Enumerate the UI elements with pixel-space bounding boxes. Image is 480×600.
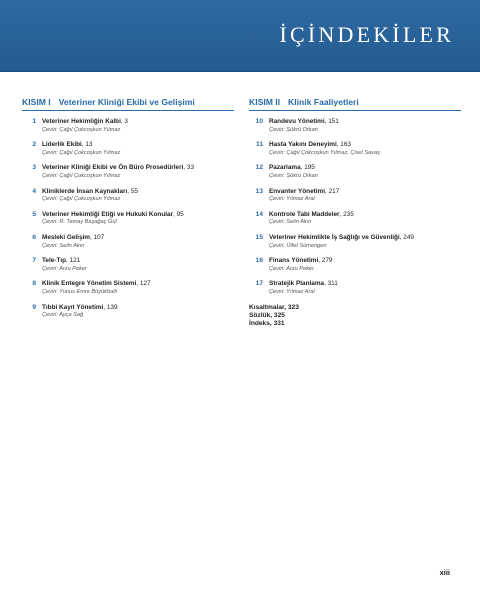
chapter-page: 195 xyxy=(304,164,315,172)
chapter-number: 5 xyxy=(32,210,36,218)
toc-entry[interactable]: 4 Kliniklerde İnsan Kaynakları, 55 Çeviri: Çağıl Çokcoşkun Yılmaz xyxy=(22,188,234,204)
chapter-page: 217 xyxy=(328,187,340,195)
chapter-title: Veteriner Hekimliğin Kalbi xyxy=(42,118,121,125)
part-1-number: KISIM I xyxy=(22,97,51,107)
toc-entry[interactable]: 12 Pazarlama, 195 Çeviri: Şükrü Orkan xyxy=(249,164,461,180)
toc-entry[interactable]: 8 Klinik Entegre Yönetim Sistemi, 127 Çeviri: Yunus Emre Büyükballı xyxy=(22,280,234,296)
chapter-title: Pazarlama xyxy=(269,164,301,172)
chapter-translator: Çeviri: Arzu Peker xyxy=(42,265,87,272)
chapter-title: Veteriner Hekimlikte İş Sağlığı ve Güvenliği xyxy=(269,233,400,241)
chapter-number: 17 xyxy=(255,280,263,288)
toc-entry[interactable]: 7 Tele-Tıp, 121 Çeviri: Arzu Peker xyxy=(22,257,234,273)
chapter-number: 7 xyxy=(32,257,36,265)
chapter-translator: Çeviri: Yunus Emre Büyükballı xyxy=(42,288,118,295)
chapter-number: 6 xyxy=(32,233,36,241)
chapter-number: 4 xyxy=(32,187,36,195)
toc-entry[interactable]: 14 Kontrole Tabi Maddeler, 235 Çeviri: Selin Akın xyxy=(249,211,461,227)
chapter-page: 279 xyxy=(321,257,333,265)
chapter-translator: Çeviri: Ülfet Sümengen xyxy=(269,242,327,249)
chapter-translator: Çeviri: Çağıl Çokcoşkun Yılmaz, Çisel Savaş xyxy=(269,149,380,156)
toc-entry[interactable]: 1 Veteriner Hekimliğin Kalbi, 3 Çeviri: Çağıl Çokcoşkun Yılmaz xyxy=(22,118,234,134)
chapter-page: 33 xyxy=(186,164,195,172)
chapter-number: 2 xyxy=(32,141,36,149)
chapter-number: 15 xyxy=(255,233,263,241)
back-matter-item[interactable]: Sözlük, 325 xyxy=(249,311,285,319)
part-1-column xyxy=(22,97,234,327)
chapter-title: Liderlik Ekibi xyxy=(42,141,82,149)
chapter-title: Finans Yönetimi xyxy=(269,257,319,265)
chapter-title: Kontrole Tabi Maddeler xyxy=(269,210,340,218)
toc-entry[interactable]: 3 Veteriner Kliniği Ekibi ve Ön Büro Prosedürleri, 33 Çeviri: Çağıl Çokcoşkun Yılmaz xyxy=(22,164,234,180)
chapter-translator: Çeviri: Yılmaz Aral xyxy=(269,288,315,295)
chapter-page: 163 xyxy=(340,141,351,149)
part-2-column xyxy=(249,97,461,329)
back-matter-label: Kısaltmalar xyxy=(249,303,285,311)
part-2-number: KISIM II xyxy=(249,97,281,107)
chapter-translator: Çeviri: R. Tamay Başağaç Gül xyxy=(42,219,117,226)
chapter-page: 235 xyxy=(343,210,354,218)
chapter-title: Veteriner Kliniği Ekibi ve Ön Büro Prosedürleri xyxy=(42,164,184,172)
toc-entry[interactable]: 9 Tıbbi Kayıt Yönetimi, 139 Çeviri: Ayça Sağ xyxy=(22,304,234,320)
chapter-number: 1 xyxy=(32,118,36,125)
chapter-translator: Çeviri: Şükrü Orkan xyxy=(269,126,318,133)
back-matter-page: 331 xyxy=(273,320,285,328)
chapter-title: Mesleki Gelişim xyxy=(42,233,90,241)
chapter-page: 249 xyxy=(403,233,414,241)
chapter-translator: Çeviri: Çağıl Çokcoşkun Yılmaz xyxy=(42,172,121,179)
chapter-translator: Çeviri: Ayça Sağ xyxy=(42,312,84,319)
chapter-title: Envanter Yönetimi xyxy=(269,187,325,195)
chapter-number: 9 xyxy=(32,303,36,311)
toc-entry[interactable]: 15 Veteriner Hekimlikte İş Sağlığı ve Güvenliği, 249 Çeviri: Ülfet Sümengen xyxy=(249,234,461,250)
toc-entry[interactable]: 13 Envanter Yönetimi, 217 Çeviri: Yılmaz Aral xyxy=(249,188,461,204)
back-matter-page: 325 xyxy=(273,311,285,319)
chapter-title: Veteriner Hekimliği Etiği ve Hukuki Konular xyxy=(42,210,174,218)
chapter-number: 11 xyxy=(256,141,263,149)
part-1-heading xyxy=(22,97,234,111)
chapter-title: Tele-Tıp xyxy=(42,257,67,265)
chapter-title: Klinik Entegre Yönetim Sistemi xyxy=(42,280,137,288)
chapter-page: 13 xyxy=(85,141,93,149)
chapter-page: 3 xyxy=(124,118,128,125)
chapter-translator: Çeviri: Şükrü Orkan xyxy=(269,172,318,179)
chapter-translator: Çeviri: Çağıl Çokcoşkun Yılmaz xyxy=(42,196,121,203)
chapter-page: 139 xyxy=(106,303,118,311)
chapter-translator: Çeviri: Selin Akın xyxy=(42,242,85,249)
back-matter-page: 323 xyxy=(287,303,299,311)
chapter-number: 14 xyxy=(255,210,263,218)
chapter-page: 151 xyxy=(328,118,339,125)
chapter-translator: Çeviri: Çağıl Çokcoşkun Yılmaz xyxy=(42,149,121,156)
chapter-number: 3 xyxy=(32,164,36,172)
back-matter-label: İndeks xyxy=(249,320,270,328)
chapter-number: 13 xyxy=(255,187,263,195)
page-title: İÇİNDEKİLER xyxy=(279,22,454,47)
chapter-translator: Çeviri: Yılmaz Aral xyxy=(269,196,315,203)
chapter-page: 55 xyxy=(130,187,138,195)
part-1-title: Veteriner Kliniği Ekibi ve Gelişimi xyxy=(58,97,195,107)
toc-entry[interactable]: 6 Mesleki Gelişim, 107 Çeviri: Selin Akın xyxy=(22,234,234,250)
part-2-title: Klinik Faaliyetleri xyxy=(288,97,359,107)
chapter-title: Stratejik Planlama xyxy=(269,280,325,288)
header-banner xyxy=(0,0,480,72)
back-matter-item[interactable]: İndeks, 331 xyxy=(249,320,285,328)
chapter-number: 8 xyxy=(32,280,36,288)
chapter-page: 127 xyxy=(139,280,151,288)
toc-entry[interactable]: 17 Stratejik Planlama, 311 Çeviri: Yılmaz Aral xyxy=(249,280,461,296)
page-number: xiii xyxy=(439,568,450,577)
toc-entry[interactable]: 10 Randevu Yönetimi, 151 Çeviri: Şükrü Orkan xyxy=(249,118,461,134)
chapter-page: 107 xyxy=(93,233,105,241)
chapter-translator: Çeviri: Arzu Peker xyxy=(269,265,314,272)
chapter-page: 311 xyxy=(327,280,338,288)
back-matter-item[interactable]: Kısaltmalar, 323 xyxy=(249,303,299,311)
chapter-page: 121 xyxy=(69,257,81,265)
chapter-title: Tıbbi Kayıt Yönetimi xyxy=(42,303,104,311)
chapter-number: 10 xyxy=(255,118,263,125)
chapter-translator: Çeviri: Çağıl Çokcoşkun Yılmaz xyxy=(42,126,121,133)
chapter-page: 95 xyxy=(176,210,184,218)
back-matter-list xyxy=(249,304,461,329)
chapter-number: 12 xyxy=(255,164,263,172)
toc-entry[interactable]: 11 Hasta Yakını Deneyimi, 163 Çeviri: Çağıl Çokcoşkun Yılmaz, Çisel Savaş xyxy=(249,141,461,157)
back-matter-label: Sözlük xyxy=(249,311,271,319)
chapter-number: 16 xyxy=(255,257,263,265)
toc-entry[interactable]: 2 Liderlik Ekibi, 13 Çeviri: Çağıl Çokcoşkun Yılmaz xyxy=(22,141,234,157)
toc-entry[interactable]: 5 Veteriner Hekimliği Etiği ve Hukuki Konular, 95 Çeviri: R. Tamay Başağaç Gül xyxy=(22,211,234,227)
toc-entry[interactable]: 16 Finans Yönetimi, 279 Çeviri: Arzu Peker xyxy=(249,257,461,273)
chapter-translator: Çeviri: Selin Akın xyxy=(269,219,312,226)
part-2-heading xyxy=(249,97,461,111)
chapter-title: Hasta Yakını Deneyimi xyxy=(269,141,337,149)
chapter-title: Randevu Yönetimi xyxy=(269,118,325,125)
chapter-title: Kliniklerde İnsan Kaynakları xyxy=(42,187,128,195)
